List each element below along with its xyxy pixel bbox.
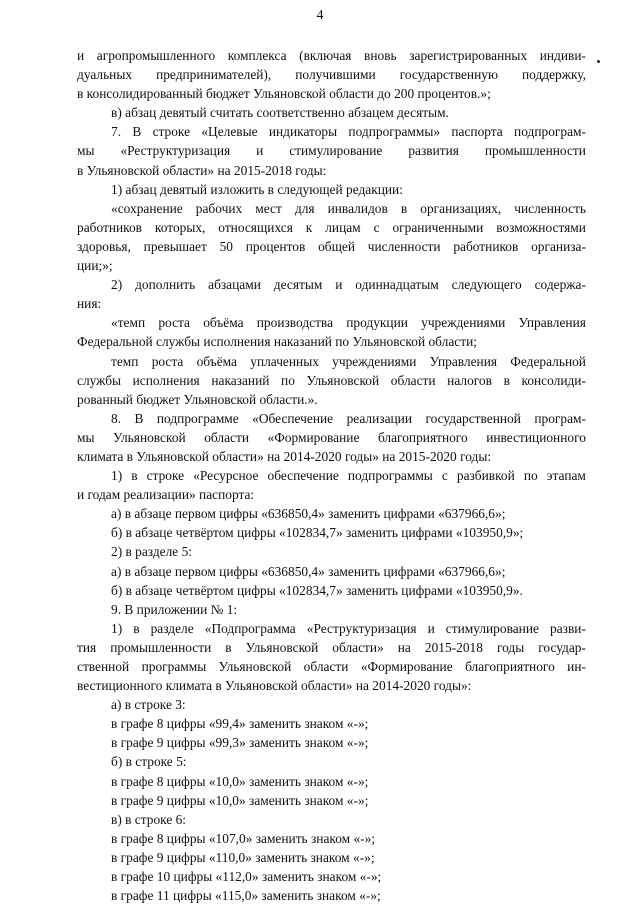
word: промышленности bbox=[110, 639, 212, 655]
word: реализации bbox=[346, 410, 413, 426]
text-line bbox=[77, 466, 586, 485]
word: возможностями bbox=[496, 219, 586, 235]
text-line: в графе 8 цифры «107,0» заменить знаком «-»; bbox=[111, 830, 376, 846]
text-line bbox=[77, 371, 586, 390]
word: 7. bbox=[111, 124, 122, 140]
word: в bbox=[400, 200, 408, 216]
word: относящихся bbox=[218, 219, 293, 235]
text-line: в) абзац девятый считать соответственно абзацем десятым. bbox=[111, 105, 449, 121]
text-line bbox=[77, 46, 586, 65]
word: годы bbox=[496, 639, 525, 655]
word: Ульяновской bbox=[113, 429, 186, 445]
text-line: а) в строке 3: bbox=[111, 697, 186, 713]
word: подпрограм- bbox=[514, 124, 586, 140]
word: с bbox=[441, 468, 448, 484]
word: «Подпрограмма bbox=[204, 620, 296, 636]
word: В bbox=[134, 410, 144, 426]
text-line bbox=[77, 352, 586, 371]
word: и bbox=[77, 48, 85, 63]
word: «Целевые bbox=[201, 124, 258, 140]
word: процентов bbox=[245, 238, 306, 254]
word: паспорта bbox=[451, 124, 503, 140]
word: «Формирование bbox=[267, 429, 360, 445]
word: Ульяновской bbox=[218, 659, 292, 674]
word: благоприятного bbox=[465, 659, 555, 674]
word: зарегистрированных bbox=[409, 48, 528, 63]
word: следующего bbox=[451, 277, 522, 293]
word: програм- bbox=[534, 410, 586, 426]
text-line bbox=[77, 657, 586, 676]
text-line: 1) абзац девятый изложить в следующей редакции: bbox=[111, 181, 403, 197]
word: подпрограммы bbox=[347, 468, 433, 484]
word: которых, bbox=[154, 219, 206, 235]
text-line: 2) в разделе 5: bbox=[111, 544, 193, 560]
text-line: в графе 9 цифры «110,0» заменить знаком «-»; bbox=[111, 849, 375, 865]
word: индиви- bbox=[539, 48, 586, 63]
text-line: ния: bbox=[77, 296, 102, 312]
word: области bbox=[303, 659, 349, 674]
word: комплекса bbox=[227, 48, 287, 63]
word: роста bbox=[158, 315, 190, 331]
text-line bbox=[77, 122, 586, 141]
word: по bbox=[523, 468, 538, 484]
word: ограниченными bbox=[392, 219, 484, 235]
word: получившими bbox=[295, 67, 376, 83]
text-line bbox=[77, 275, 586, 294]
word: консолиди- bbox=[521, 372, 586, 388]
text-line bbox=[77, 237, 586, 256]
word: разделе bbox=[150, 620, 194, 636]
text-line: в графе 11 цифры «115,0» заменить знаком «-»; bbox=[111, 888, 381, 904]
word: 2015-2018 bbox=[424, 639, 483, 655]
word: промышленности bbox=[484, 143, 586, 159]
text-line: 9. В приложении № 1: bbox=[111, 601, 238, 617]
text-line: и годам реализации» паспорта: bbox=[77, 487, 255, 503]
word: абзацами bbox=[208, 277, 261, 293]
word: разви- bbox=[550, 620, 586, 636]
word: «темп bbox=[111, 315, 146, 331]
word: Ульяновской bbox=[306, 372, 380, 388]
word: строке bbox=[152, 124, 191, 140]
word: ин- bbox=[567, 659, 586, 674]
word: на bbox=[397, 639, 411, 655]
word: численность bbox=[514, 200, 586, 216]
word: области bbox=[390, 372, 436, 388]
word: государ- bbox=[538, 639, 586, 655]
text-line: рованный бюджет Ульяновской области.». bbox=[77, 391, 318, 407]
word: одиннадцатым bbox=[355, 277, 439, 293]
word: «Реструктуризация bbox=[306, 620, 417, 636]
word: разбивкой bbox=[456, 468, 515, 484]
word: вновь bbox=[364, 48, 397, 63]
word: тия bbox=[77, 639, 97, 655]
word: в bbox=[133, 620, 140, 636]
word: организациях, bbox=[420, 200, 502, 216]
word: уплаченных bbox=[250, 353, 319, 369]
word: к bbox=[305, 219, 313, 235]
text-line: в) в строке 6: bbox=[111, 811, 187, 827]
word: 1) bbox=[111, 468, 123, 484]
text-line: в консолидированный бюджет Ульяновской области до 200 процентов.»; bbox=[77, 86, 491, 102]
word: общей bbox=[318, 238, 355, 254]
word: объёма bbox=[196, 353, 237, 369]
text-line: в графе 10 цифры «112,0» заменить знаком «-»; bbox=[111, 869, 382, 885]
word: области» bbox=[332, 639, 384, 655]
word: продукции bbox=[346, 315, 408, 331]
word: «сохранение bbox=[111, 200, 183, 216]
word: учреждениями bbox=[332, 353, 417, 369]
word: работников bbox=[453, 238, 519, 254]
word: «Формирование bbox=[360, 659, 453, 674]
word: лицам bbox=[325, 219, 361, 235]
text-line: ции;»; bbox=[77, 258, 113, 274]
word: 1) bbox=[111, 620, 123, 636]
word: Федеральной bbox=[510, 353, 586, 369]
word: рабочих bbox=[195, 200, 243, 216]
text-line: в графе 9 цифры «10,0» заменить знаком «-»; bbox=[111, 792, 369, 808]
word: организа- bbox=[531, 238, 586, 254]
word: мест bbox=[255, 200, 282, 216]
word: инвестиционного bbox=[486, 429, 586, 445]
word: подпрограмме bbox=[156, 410, 239, 426]
word: обеспечение bbox=[267, 468, 339, 484]
word: государственную bbox=[399, 67, 498, 83]
word: подпрограммы» bbox=[348, 124, 441, 140]
word: ственной bbox=[77, 659, 130, 674]
word: Управления bbox=[518, 315, 586, 331]
word: численности bbox=[367, 238, 441, 254]
word: 2) bbox=[111, 277, 123, 293]
word: «Обеспечение bbox=[252, 410, 334, 426]
word: и bbox=[427, 620, 435, 636]
text-line bbox=[77, 218, 586, 237]
word: 50 bbox=[219, 238, 233, 254]
word: стимулирование bbox=[289, 143, 383, 159]
word: по bbox=[281, 372, 295, 388]
text-line bbox=[77, 409, 586, 428]
word: программы bbox=[141, 659, 207, 674]
text-line: в Ульяновской области» на 2015-2018 годы: bbox=[77, 162, 327, 178]
word: Управления bbox=[429, 353, 498, 369]
text-line: а) в абзаце первом цифры «636850,4» заменить цифрами «637966,6»; bbox=[111, 563, 506, 579]
word: стимулирование bbox=[445, 620, 539, 636]
word: службы bbox=[77, 372, 122, 388]
text-line: б) в абзаце четвёртом цифры «102834,7» заменить цифрами «103950,9». bbox=[111, 582, 523, 598]
word: поддержку, bbox=[521, 67, 586, 83]
word: десятым bbox=[273, 277, 323, 293]
word: мы bbox=[77, 429, 95, 445]
word: темп bbox=[111, 353, 139, 369]
word: «Реструктуризация bbox=[120, 143, 231, 159]
word: здоровья, bbox=[77, 238, 131, 254]
text-line: вестиционного климата в Ульяновской области» на 2014-2020 годы»: bbox=[77, 678, 472, 694]
scan-dot-mark bbox=[597, 60, 600, 63]
word: наказаний bbox=[211, 372, 270, 388]
text-line: б) в строке 5: bbox=[111, 754, 187, 770]
word: 8. bbox=[111, 410, 122, 426]
word: в bbox=[503, 372, 510, 388]
text-line: а) в абзаце первом цифры «636850,4» заменить цифрами «637966,6»; bbox=[111, 506, 506, 522]
word: предпринимателей), bbox=[156, 67, 272, 83]
word: и bbox=[256, 143, 264, 159]
text-line: в графе 8 цифры «10,0» заменить знаком «-»; bbox=[111, 773, 369, 789]
text-line: в графе 9 цифры «99,3» заменить знаком «-»; bbox=[111, 735, 369, 751]
text-line bbox=[77, 313, 586, 332]
word: благоприятного bbox=[377, 429, 468, 445]
document-body bbox=[77, 46, 586, 905]
word: В bbox=[132, 124, 142, 140]
word: инвалидов bbox=[327, 200, 388, 216]
word: строке bbox=[146, 468, 185, 484]
text-line: Федеральной службы исполнения наказаний по Ульяновской области; bbox=[77, 334, 477, 350]
word: агропромышленного bbox=[96, 48, 216, 63]
word: объёма bbox=[203, 315, 244, 331]
word: области bbox=[204, 429, 249, 445]
text-line bbox=[77, 141, 586, 160]
text-line: климата в Ульяновской области» на 2014-2020 годы» на 2015-2020 годы: bbox=[77, 448, 492, 464]
word: в bbox=[131, 468, 138, 484]
word: производства bbox=[256, 315, 334, 331]
word: для bbox=[294, 200, 315, 216]
text-line: б) в абзаце четвёртом цифры «102834,7» заменить цифрами «103950,9»; bbox=[111, 525, 524, 541]
word: дополнить bbox=[135, 277, 196, 293]
word: развития bbox=[408, 143, 459, 159]
text-line bbox=[77, 428, 586, 447]
word: мы bbox=[77, 143, 95, 159]
word: и bbox=[335, 277, 343, 293]
word: налогов bbox=[447, 372, 492, 388]
word: исполнения bbox=[132, 372, 200, 388]
page-number: 4 bbox=[316, 8, 324, 23]
text-line bbox=[77, 199, 586, 218]
text-line bbox=[77, 65, 586, 84]
text-line bbox=[77, 619, 586, 638]
word: индикаторы bbox=[268, 124, 338, 140]
word: превышает bbox=[143, 238, 207, 254]
word: в bbox=[225, 639, 232, 655]
word: роста bbox=[151, 353, 184, 369]
word: государственной bbox=[425, 410, 521, 426]
word: работников bbox=[77, 219, 142, 235]
word: содержа- bbox=[534, 277, 586, 293]
word: этапам bbox=[546, 468, 586, 484]
word: Ульяновской bbox=[245, 639, 319, 655]
word: дуальных bbox=[77, 67, 133, 83]
word: с bbox=[373, 219, 380, 235]
word: учреждениями bbox=[421, 315, 506, 331]
word: (включая bbox=[299, 48, 352, 63]
text-line: в графе 8 цифры «99,4» заменить знаком «-»; bbox=[111, 716, 369, 732]
text-line bbox=[77, 638, 586, 657]
word: «Ресурсное bbox=[193, 468, 259, 484]
